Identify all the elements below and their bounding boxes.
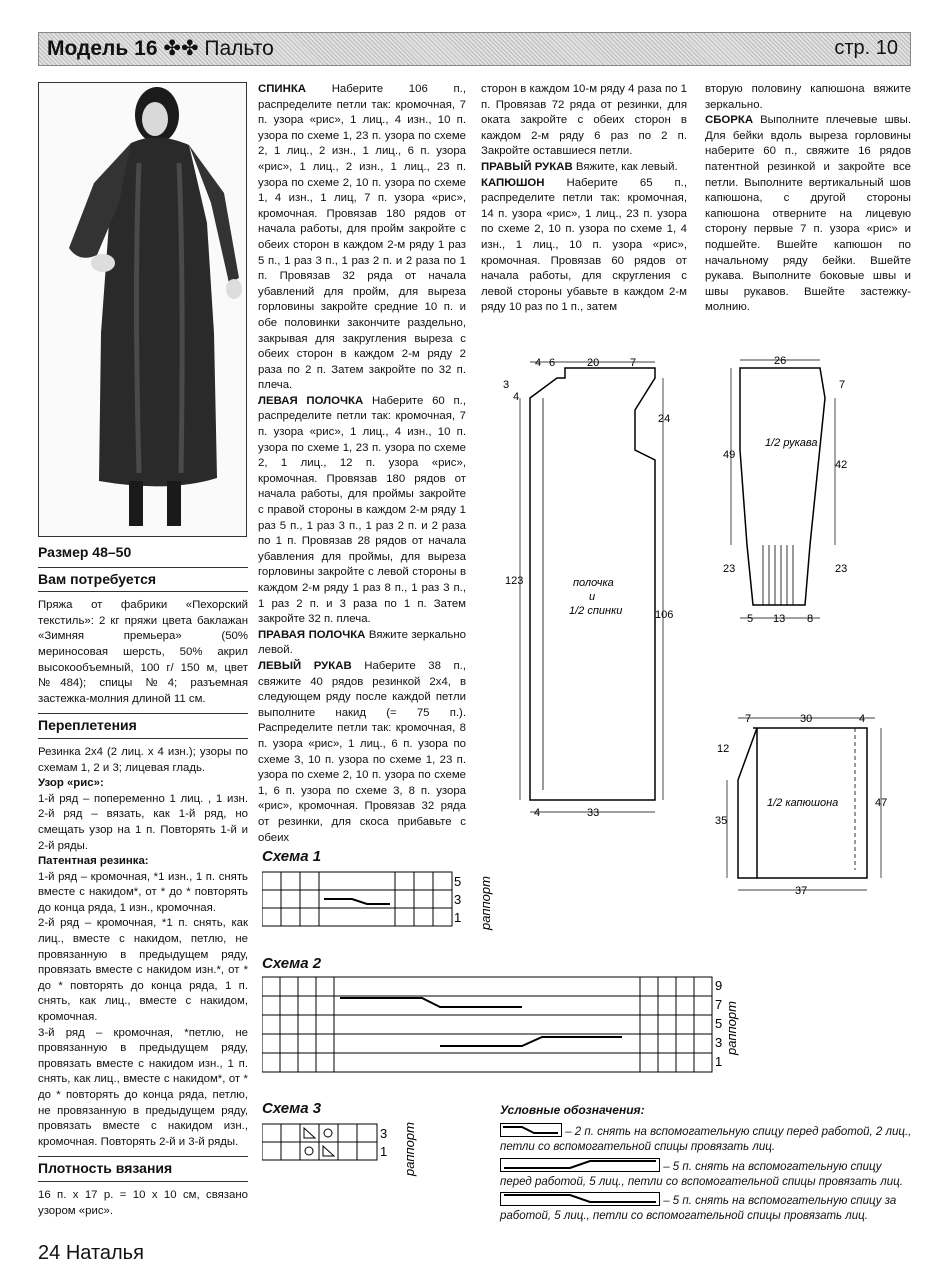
- body-dim-top-d: 7: [630, 357, 637, 369]
- sleeve-dim-bot-3: 8: [807, 613, 814, 625]
- body-pattern: [503, 357, 673, 819]
- hood-pattern: [715, 713, 887, 897]
- size-heading: Размер 48–50: [38, 544, 132, 560]
- sleeve-dim-bot-1: 5: [747, 613, 754, 625]
- left-front-text: Наберите 60 п., распределите петли так: кромочная, 7 п. узора «рис», 1 лиц., 4 изн., 10 п. узора по схеме 1, 23 п. узора по схеме 2, 1 лиц., 12 п. узора «рис», кромочная. Провязав 180 рядов от начала работы, для проймы закройте с правой стороны в каждом 2-м ряду 1 раз 5 п., 1 раз 3 п., 1 раз 2 п. и 2 раза по 1 п. Провязав 28 рядов от начала убавления для проймы, для выреза горловины закройте с левой стороны в каждом 2-м ряду 1 раз 8 п., 1 раз 3 п., 1 раз 2 п. и 3 раза по 1 п. Затем закройте 32 п. плеча.: [258, 394, 467, 626]
- sleeve-continued-text: сторон в каждом 10-м ряду 4 раза по 1 п. Провязав 72 ряда от резинки, для оката закройте с обеих сторон в каждом 2-м ряду 6 раз по 2 п. Закройте оставшиеся петли.: [481, 83, 687, 158]
- scheme-3-rapport: раппорт: [402, 1122, 417, 1176]
- assembly-heading: СБОРКА: [705, 114, 754, 127]
- patent-row-3: 3-й ряд – кромочная, *петлю, не провязанную в предыдущем ряду, провязать вместе с накидом изн., 1 п. снять, как лиц., вместе с накидом*, от * до * повторять до конца ряда, петлю, не провязанную в предыдущем ряду, провязать вместе с накидом изн., кромочная. Повторять 2-й и 3-й ряды.: [38, 1026, 248, 1148]
- body-dim-height-left: 123: [505, 575, 524, 587]
- need-heading: Вам потребуется: [38, 570, 157, 587]
- sleeve-label: 1/2 рукава: [765, 437, 818, 449]
- body-dim-left-b: 4: [513, 391, 520, 403]
- legend-item-2: – 5 п. снять на вспомогательную спицу перед работой, 5 лиц., петли со вспомогательной спицы провязать лиц.: [500, 1157, 912, 1190]
- right-sleeve-text: Вяжите, как левый.: [572, 160, 678, 173]
- left-column: [38, 545, 248, 1219]
- density-heading: Плотность вязания: [38, 1160, 173, 1177]
- divider: [38, 1181, 248, 1182]
- body-dim-top-c: 20: [587, 357, 600, 369]
- divider: [38, 738, 248, 739]
- body-dim-top-b: 6: [549, 357, 556, 369]
- page-number: стр. 10: [834, 37, 898, 59]
- sleeve-dim-left-2: 23: [723, 563, 736, 575]
- patent-row-1: 1-й ряд – кромочная, *1 изн., 1 п. снять вместе с накидом*, от * до * повторять до конца ряда, 1 изн., кромочная.: [38, 870, 248, 914]
- need-text: Пряжа от фабрики «Пехорский текстиль»: 2 кг пряжи цвета баклажан «Зимняя премьера» (50% мериносовая шерсть, 50% акрил высокообъемный, 100 г/ 150 м, цвет №484); спицы №4; разъемная застежка-молния длиной 11 см.: [38, 599, 248, 705]
- footer-magazine: Наталья: [65, 1242, 144, 1264]
- sleeve-dim-top: 26: [774, 355, 787, 367]
- instructions-column-3: [481, 82, 687, 316]
- model-title: Модель 16 ✤✤ Пальто: [47, 37, 274, 60]
- legend-item-1: – 2 п. снять на вспомогательную спицу перед работой, 2 лиц., петли со вспомогательной спицы провязать лиц.: [500, 1122, 912, 1155]
- scheme-2-row: 5: [715, 1016, 723, 1031]
- hood-dim-left-2: 35: [715, 815, 728, 827]
- hood-continued-text: вторую половину капюшона вяжите зеркально.: [705, 83, 911, 111]
- body-dim-left-a: 3: [503, 379, 510, 391]
- divider: [38, 567, 248, 568]
- scheme-2-row: 1: [715, 1054, 723, 1069]
- scheme-1-row: 5: [454, 874, 462, 889]
- right-sleeve-heading: ПРАВЫЙ РУКАВ: [481, 160, 573, 173]
- ornament-icon: ✤✤: [163, 37, 199, 60]
- body-label-2: и: [589, 591, 596, 603]
- ris-heading: Узор «рис»:: [38, 777, 104, 790]
- hood-dim-left-1: 12: [717, 743, 730, 755]
- scheme-2-row: 7: [715, 997, 723, 1012]
- body-dim-right-a: 24: [658, 413, 671, 425]
- scheme-3-row: 1: [380, 1144, 388, 1159]
- hood-dim-top-3: 4: [859, 713, 866, 725]
- sleeve-dim-right-1: 7: [839, 379, 846, 391]
- ris-text: 1-й ряд – попеременно 1 лиц. , 1 изн. 2-й ряд – вязать, как 1-й ряд, но смещать узор на 1 п. Повторять 1-й и 2-й ряды.: [38, 792, 248, 852]
- body-label-1: полочка: [573, 577, 614, 589]
- sleeve-dim-left-1: 49: [723, 449, 736, 461]
- left-sleeve-text: Наберите 38 п., свяжите 40 рядов резинкой 2x4, в следующем ряду после каждой петли выполните накид (= 75 п.). Распределите петли так: кромочная, 8 п. узора «рис», 1 лиц., 6 п. узора по схеме 3, 10 п. узора по схеме 1, 23 п. узора по схеме 2, 10 п. узора по схеме 1, 6 п. узора по схеме 3, 8 п. узора «рис», кромочная. Провязав 32 ряда от резинки, для скоса прибавьте с обеих: [258, 659, 466, 844]
- cable-5-front-icon: [500, 1157, 660, 1173]
- page-header: [38, 32, 911, 66]
- scheme-1-chart: [262, 870, 502, 934]
- back-heading: СПИНКА: [258, 83, 307, 95]
- pattern-diagrams: [495, 350, 915, 910]
- weave-text: Резинка 2x4 (2 лиц. x 4 изн.); узоры по схемам 1, 2 и 3; лицевая гладь.: [38, 745, 248, 774]
- body-label-3: 1/2 спинки: [569, 605, 623, 617]
- scheme-3-row: 3: [380, 1126, 388, 1141]
- hood-heading: КАПЮШОН: [481, 176, 545, 189]
- scheme-1-title: Схема 1: [262, 848, 322, 865]
- hood-dim-right: 47: [875, 797, 888, 809]
- sleeve-dim-bot-2: 13: [773, 613, 786, 625]
- assembly-text: Выполните плечевые швы. Для бейки вдоль выреза горловины наберите 60 п., свяжите 16 рядов патентной резинкой и закройте все петли. Выполните вертикальный шов капюшона, с другой стороны капюшона отверните на лицевую сторону первые 7 п. узора «рис» и подшейте. Вшейте капюшон по начальному ряду бейки. Вшейте рукава. Выполните боковые швы и швы рукавов. Вшейте застежку-молнию.: [705, 114, 911, 314]
- left-sleeve-heading: ЛЕВЫЙ РУКАВ: [258, 659, 352, 672]
- hood-dim-top-2: 30: [800, 713, 813, 725]
- patent-heading: Патентная резинка:: [38, 855, 149, 868]
- sleeve-pattern: [723, 355, 847, 625]
- scheme-3-chart: [262, 1118, 422, 1178]
- scheme-2-row: 9: [715, 978, 723, 993]
- back-text: Наберите 106 п., распределите петли так: кромочная, 7 п. узора «рис», 1 лиц., 4 изн., 10 п. узора по схеме 1, 23 п. узора по схеме 2, 1 лиц., 2 изн., 1 лиц., 6 п. узора «рис», 1 лиц., 2 изн., 1 лиц., 23 п. узора по схеме 2, 10 п. узора по схеме 1, 4 изн., 1 лиц, 7 п. узора «рис», кромочная. Провязав 180 рядов от начала работы, для пройм закройте с обеих сторон в каждом 2-м ряду 1 раз 5 п., 1 раз 3 п., 1 раз 2 п. и 2 раза по 1 п. Провязав 32 ряда от начала убавлений для пройм, для выреза горловины закройте средние 10 п. и обе половинки закончите раздельно, закрывая для закругления выреза с обеих сторон в каждом 2-м ряду 2 раза по 2 п. Затем закройте по 32 п. плеча.: [258, 83, 466, 392]
- scheme-2-row: 3: [715, 1035, 723, 1050]
- cable-2-icon: [500, 1122, 562, 1138]
- right-front-text: Вяжите зеркально левой.: [258, 628, 466, 657]
- body-dim-top-a: 4: [535, 357, 542, 369]
- legend-item-3: – 5 п. снять на вспомогательную спицу за работой, 5 лиц., петли со вспомогательной спицы провязать лиц.: [500, 1191, 912, 1224]
- hood-dim-bot: 37: [795, 885, 808, 897]
- model-photo: [38, 82, 247, 537]
- body-dim-bot-a: 4: [534, 807, 541, 819]
- scheme-2-chart: [262, 975, 742, 1080]
- right-front-heading: ПРАВАЯ ПОЛОЧКА: [258, 628, 366, 641]
- page-footer: [38, 1242, 144, 1265]
- footer-page-number: 24: [38, 1242, 61, 1264]
- left-front-heading: ЛЕВАЯ ПОЛОЧКА: [258, 394, 364, 407]
- divider: [38, 1156, 248, 1157]
- weave-heading: Переплетения: [38, 717, 137, 734]
- sleeve-dim-right-2: 42: [835, 459, 848, 471]
- hood-dim-top-1: 7: [745, 713, 752, 725]
- instructions-column-4: [705, 82, 911, 316]
- scheme-2-rapport: раппорт: [724, 1001, 739, 1055]
- sleeve-dim-right-3: 23: [835, 563, 848, 575]
- legend-title: Условные обозначения:: [500, 1103, 645, 1117]
- body-dim-bot-b: 33: [587, 807, 600, 819]
- hood-text: Наберите 65 п., распределите петли так: кромочная, 14 п. узора «рис», 1 лиц., 23 п. узора по схеме 2, 10 п. узора по схеме 1, 4 изн., 1 лиц., 10 п. узора «рис», кромочная. Провязав 60 рядов от начала работы, для скругления с левой стороны убавьте в каждом 2-м ряду 10 раз по 1 п., затем: [481, 176, 687, 314]
- scheme-1-rapport: раппорт: [478, 876, 493, 930]
- scheme-1-row: 3: [454, 892, 462, 907]
- divider: [38, 591, 248, 592]
- scheme-3-title: Схема 3: [262, 1100, 322, 1117]
- divider: [38, 713, 248, 714]
- hood-label: 1/2 капюшона: [767, 797, 839, 809]
- body-dim-height-right: 106: [655, 609, 674, 621]
- patent-row-2: 2-й ряд – кромочная, *1 п. снять, как лиц., вместе с накидом, петлю, не провязанную в предыдущем ряду, провязать вместе с накидом изн.*, от * до * повторять до конца ряда, 1 п. снять, как лиц., вместе с накидом, кромочная.: [38, 917, 248, 1024]
- instructions-column-2: [258, 82, 466, 846]
- scheme-2-title: Схема 2: [262, 955, 322, 972]
- cable-5-back-icon: [500, 1191, 660, 1207]
- density-text: 16 п. x 17 р. = 10 x 10 см, связано узором «рис».: [38, 1188, 248, 1217]
- scheme-1-row: 1: [454, 910, 462, 925]
